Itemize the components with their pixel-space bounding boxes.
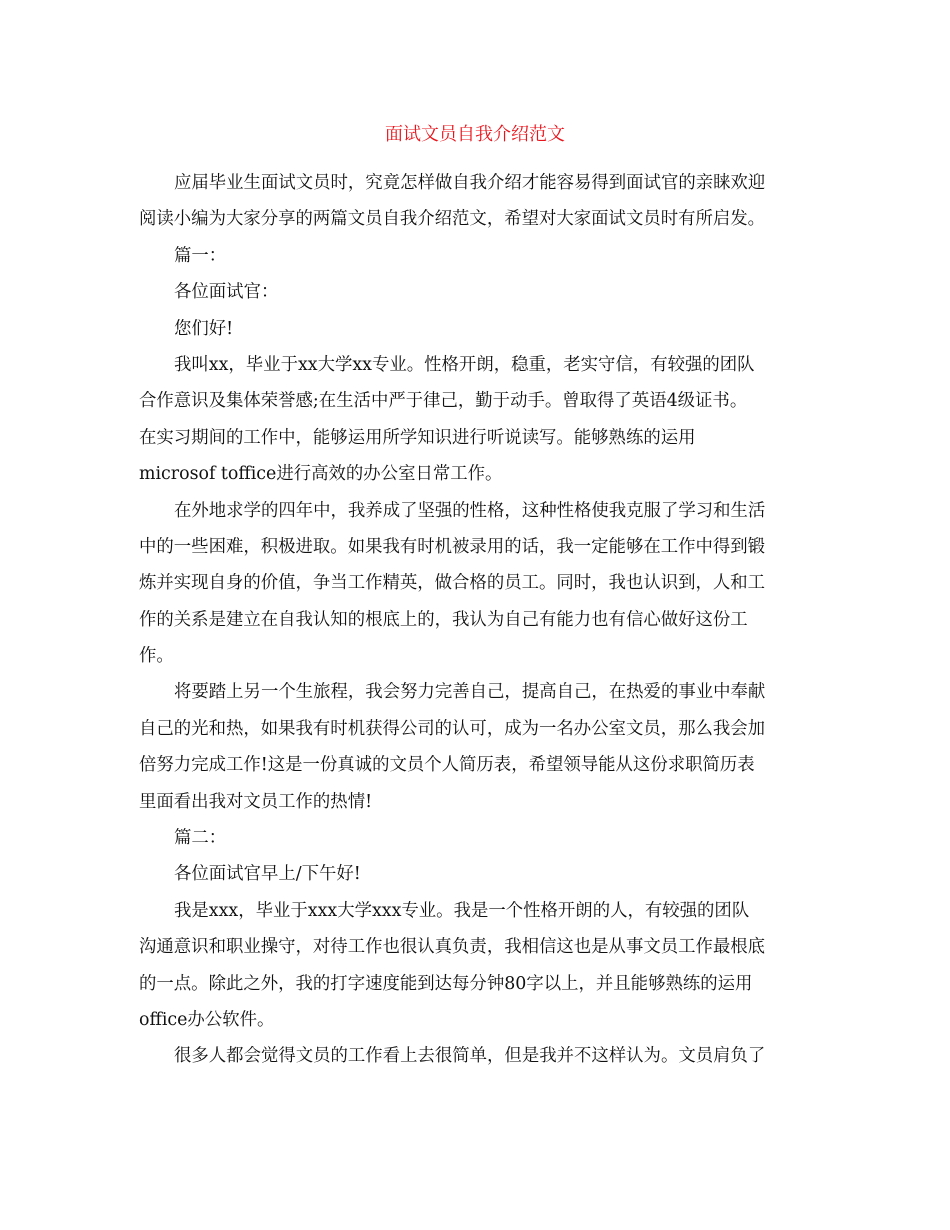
text-line: 沟通意识和职业操守，对待工作也很认真负责，我相信这也是从事文员工作最根底 bbox=[139, 937, 766, 958]
text-line: 中的一些困难，积极进取。如果我有时机被录用的话，我一定能够在工作中得到锻 bbox=[139, 536, 766, 557]
text-line: 将要踏上另一个生旅程，我会努力完善自己，提高自己，在热爱的事业中奉献 bbox=[174, 682, 766, 703]
text-line: 我叫xx，毕业于xx大学xx专业。性格开朗，稳重，老实守信，有较强的团队 bbox=[174, 354, 755, 375]
text-line: 在外地求学的四年中，我养成了坚强的性格，这种性格使我克服了学习和生活 bbox=[174, 500, 766, 521]
text-line: 倍努力完成工作!这是一份真诚的文员个人简历表，希望领导能从这份求职简历表 bbox=[139, 755, 755, 776]
text-line: 很多人都会觉得文员的工作看上去很简单，但是我并不这样认为。文员肩负了 bbox=[174, 1046, 766, 1067]
text-line: 我是xxx，毕业于xxx大学xxx专业。我是一个性格开朗的人，有较强的团队 bbox=[174, 900, 750, 921]
document-body bbox=[139, 165, 811, 1075]
text-line: microsof toffice进行高效的办公室日常工作。 bbox=[139, 464, 503, 485]
document-title: 面试文员自我介绍范文 bbox=[385, 124, 565, 145]
text-line: office办公软件。 bbox=[139, 1009, 275, 1030]
text-line: 作。 bbox=[139, 646, 174, 667]
text-line: 炼并实现自身的价值，争当工作精英，做合格的员工。同时，我也认识到，人和工 bbox=[139, 573, 766, 594]
text-line: 各位面试官： bbox=[174, 282, 279, 303]
text-line: 里面看出我对文员工作的热情! bbox=[139, 791, 373, 812]
text-line: 您们好! bbox=[174, 318, 234, 339]
text-line: 自己的光和热，如果我有时机获得公司的认可，成为一名办公室文员，那么我会加 bbox=[139, 718, 766, 739]
text-line: 作的关系是建立在自我认知的根底上的，我认为自己有能力也有信心做好这份工 bbox=[139, 609, 748, 630]
text-line: 篇一： bbox=[174, 245, 227, 266]
text-line: 阅读小编为大家分享的两篇文员自我介绍范文，希望对大家面试文员时有所启发。 bbox=[139, 209, 766, 230]
text-line: 合作意识及集体荣誉感;在生活中严于律己，勤于动手。曾取得了英语4级证书。 bbox=[139, 391, 748, 412]
text-line: 篇二： bbox=[174, 828, 227, 849]
text-line: 的一点。除此之外，我的打字速度能到达每分钟80字以上，并且能够熟练的运用 bbox=[139, 973, 753, 994]
text-line: 应届毕业生面试文员时，究竟怎样做自我介绍才能容易得到面试官的亲睐欢迎 bbox=[174, 173, 766, 193]
text-line: 在实习期间的工作中，能够运用所学知识进行听说读写。能够熟练的运用 bbox=[139, 427, 696, 448]
text-line: 各位面试官早上/下午好! bbox=[174, 864, 361, 885]
